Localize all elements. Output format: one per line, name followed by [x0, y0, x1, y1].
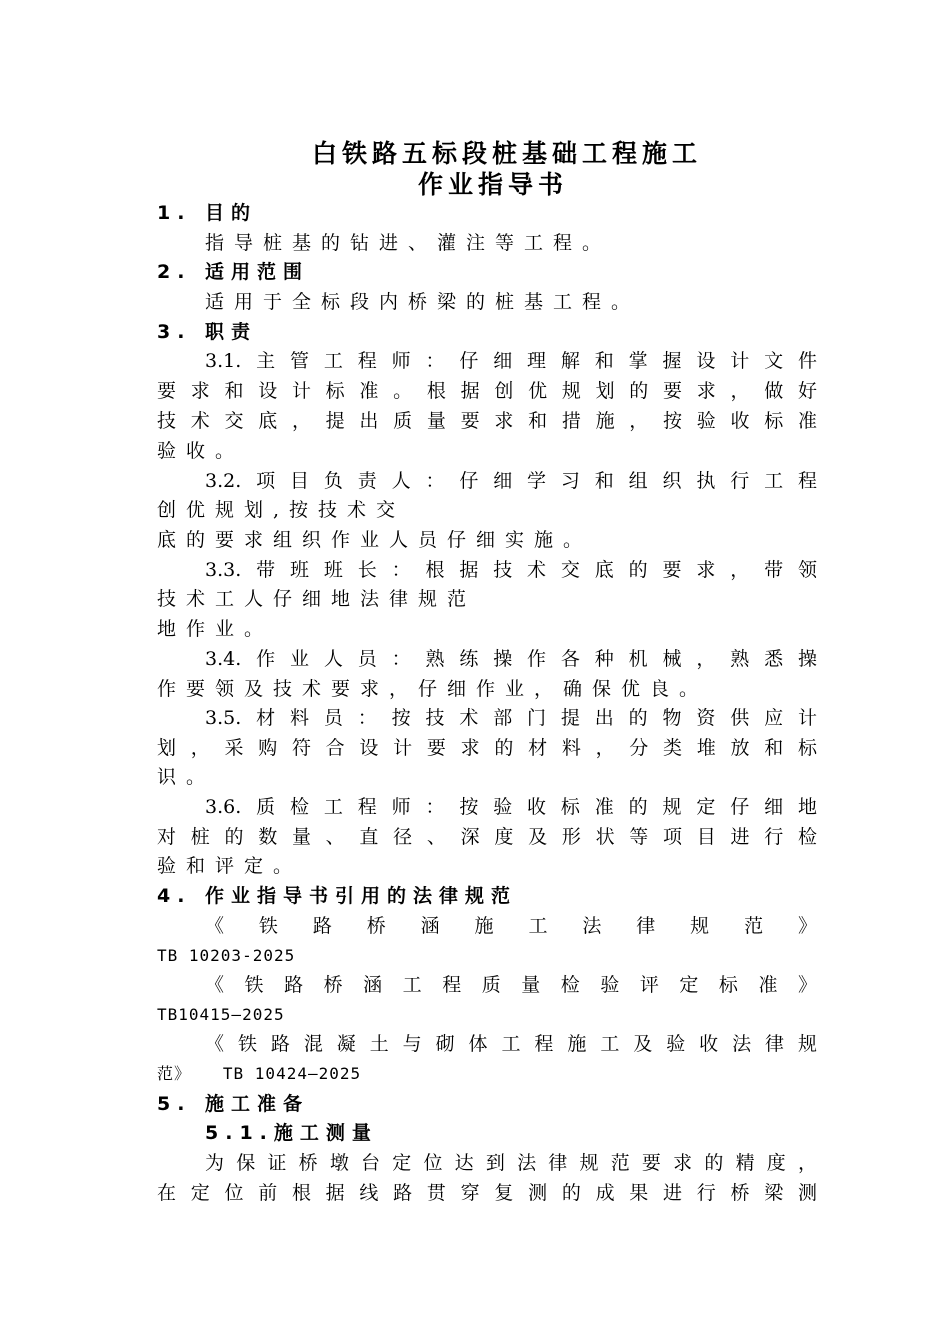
- paragraph-line: 3.2.项目负责人：仔细学习和组织执行工程: [205, 470, 817, 492]
- paragraph-line: 要求和设计标准。根据创优规划的要求，做好: [157, 380, 817, 402]
- document-subtitle: 作业指导书: [417, 170, 568, 199]
- paragraph-line: 技术交底，提出质量要求和措施，按验收标准: [157, 410, 817, 432]
- paragraph-line: 指导桩基的钻进、灌注等工程。: [205, 232, 612, 254]
- paragraph-line: 为保证桥墩台定位达到法律规范要求的精度，: [205, 1152, 817, 1174]
- reference-title: 《铁路桥涵施工法律规范》: [205, 915, 817, 937]
- paragraph-line: 划，采购符合设计要求的材料，分类堆放和标: [157, 737, 817, 759]
- reference-code: TB10415—2025: [157, 1005, 285, 1024]
- paragraph-line: 底的要求组织作业人员仔细实施。: [157, 529, 593, 551]
- reference-code: 范》 TB 10424—2025: [157, 1064, 362, 1083]
- paragraph-line: 识。: [157, 766, 216, 788]
- section-heading-references: 4. 作业指导书引用的法律规范: [157, 885, 518, 907]
- reference-title: 《铁路混凝土与砌体工程施工及验收法律规: [205, 1033, 817, 1055]
- section-heading-scope: 2. 适用范围: [157, 261, 310, 283]
- section-heading-purpose: 1. 目的: [157, 202, 258, 224]
- paragraph-line: 3.6.质检工程师：按验收标准的规定仔细地: [205, 796, 817, 818]
- paragraph-line: 创优规划,按技术交: [157, 499, 406, 521]
- paragraph-line: 验和评定。: [157, 855, 303, 877]
- paragraph-line: 适用于全标段内桥梁的桩基工程。: [205, 291, 641, 313]
- section-heading-preparation: 5. 施工准备: [157, 1093, 310, 1115]
- section-heading-duties: 3. 职责: [157, 321, 258, 343]
- paragraph-line: 验收。: [157, 440, 245, 462]
- paragraph-line: 地作业。: [157, 618, 274, 640]
- paragraph-line: 在定位前根据线路贯穿复测的成果进行桥梁测: [157, 1182, 817, 1204]
- paragraph-line: 技术工人仔细地法律规范: [157, 588, 477, 610]
- reference-title: 《铁路桥涵工程质量检验评定标准》: [205, 974, 817, 996]
- document-title: 白铁路五标段桩基础工程施工: [311, 139, 702, 168]
- paragraph-line: 3.1.主管工程师：仔细理解和掌握设计文件: [205, 350, 817, 372]
- reference-code: TB 10203-2025: [157, 946, 296, 965]
- paragraph-line: 3.5.材料员：按技术部门提出的物资供应计: [205, 707, 817, 729]
- subsection-heading-survey: 5.1.施工测量: [205, 1122, 378, 1144]
- paragraph-line: 对桩的数量、直径、深度及形状等项目进行检: [157, 826, 817, 848]
- paragraph-line: 3.4.作业人员：熟练操作各种机械，熟悉操: [205, 648, 817, 670]
- paragraph-line: 作要领及技术要求，仔细作业，确保优良。: [157, 678, 709, 700]
- paragraph-line: 3.3.带班班长：根据技术交底的要求，带领: [205, 559, 817, 581]
